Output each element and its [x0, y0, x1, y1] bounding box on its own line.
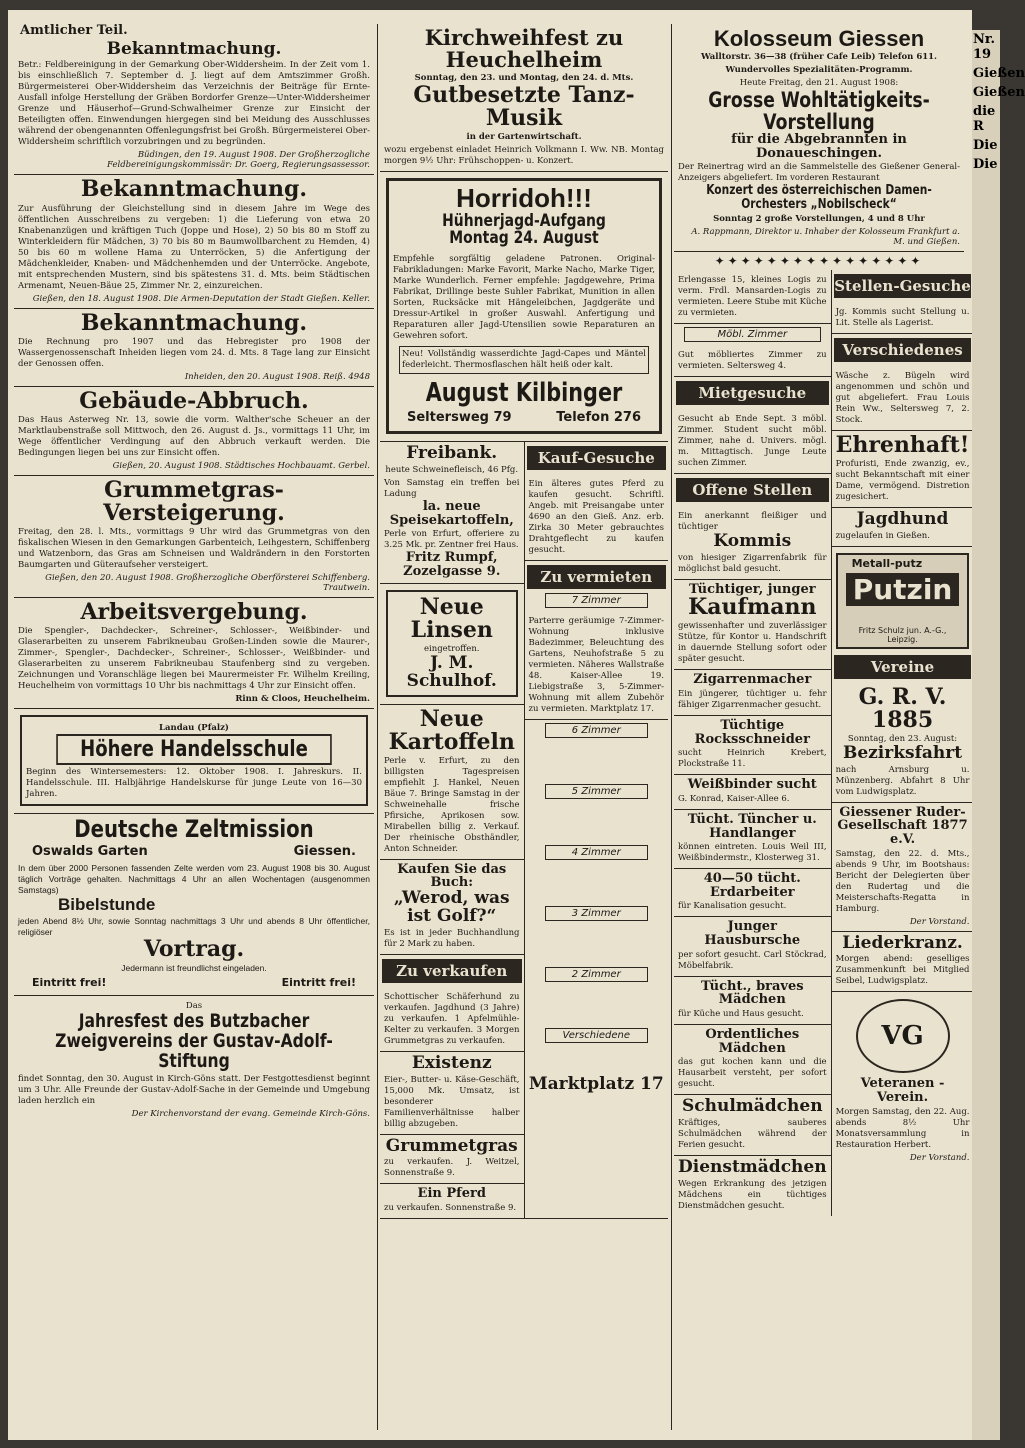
section-header-verkaufen: Zu verkaufen [382, 959, 522, 983]
ad-moebl-zimmer [674, 345, 831, 377]
edge-text: die R [973, 104, 996, 134]
ad-zeltmission [14, 814, 374, 996]
ad-rudergesellschaft [832, 803, 974, 932]
split-left [380, 442, 524, 1218]
ad-kommis [674, 506, 831, 580]
ad-text: Ein anerkannt fleißiger und tüchtiger [678, 510, 827, 532]
ad-concert: Konzert des österreichischen Damen-Orchesters „Nobilscheck“ [706, 183, 932, 213]
ad-position: Tücht. Tüncher u. Handlanger [687, 811, 817, 841]
edge-text: Nr. 19 [973, 32, 996, 62]
ad-text: gewissenhafter und zuverlässiger Stütze, für Kontor u. Handschrift in dauernde Stellung sofort oder später gesucht. [678, 621, 827, 665]
ad-text: Wäsche z. Bügeln wird angenommen und schön und gut abgeliefert. Frau Louis Rein Ww., Seltersweg 7, 2. Stock. [835, 370, 970, 425]
ad-contact-row [393, 408, 655, 427]
notice-signature: Gießen, den 18. August 1908. Die Armen-Deputation der Stadt Gießen. Keller. [32, 293, 370, 304]
notice-arbeitsvergebung [14, 598, 374, 709]
ad-place: Oswalds Garten [32, 844, 148, 860]
ad-schulmaedchen [674, 1095, 831, 1156]
putzin-maker: Fritz Schulz jun. A.-G., Leipzig. [858, 625, 947, 644]
ad-box [386, 590, 518, 697]
column-ads-right [674, 24, 971, 1430]
next-page-edge [972, 30, 1025, 1440]
column-ads-middle [380, 24, 668, 1430]
edge-text: Die [973, 138, 998, 153]
ad-buch [380, 860, 524, 955]
ad-city: Giessen. [293, 844, 356, 860]
ad-purpose: für die Abgebrannten in Donaueschingen. [731, 132, 907, 161]
ad-position: Dienstmädchen [678, 1157, 827, 1178]
ad-liederkranz [832, 932, 974, 993]
ad-title: Existenz [411, 1052, 492, 1073]
ad-subtitle: Wundervolles Spezialitäten-Programm. [725, 65, 913, 76]
ad-jahresfest [14, 996, 374, 1123]
ad-rockschneider [674, 716, 831, 775]
ad-text: sucht Heinrich Krebert, Plockstraße 11. [678, 748, 827, 770]
ad-title: Marktplatz 17 [528, 1074, 664, 1095]
ad-mietgesuche [674, 409, 831, 474]
notice-wassergenossenschaft [14, 309, 374, 387]
ad-vermieten [525, 611, 669, 720]
newspaper-page [8, 10, 972, 1440]
ad-text: für Kanalisation gesucht. [678, 901, 787, 912]
section-header-verschiedenes: Verschiedenes [834, 338, 972, 362]
edge-text: Die [973, 157, 998, 172]
filler-text [525, 802, 669, 842]
column-rule [377, 24, 378, 1430]
ad-title: Grummetgras [385, 1135, 518, 1156]
ad-handelsschule [14, 709, 374, 814]
room-heading: 6 Zimmer [545, 723, 649, 738]
ad-text: G. Konrad, Kaiser-Allee 6. [678, 793, 790, 804]
ad-position: Tücht., braves Mädchen [701, 978, 804, 1008]
ad-text: Morgen abend: geselliges Zusammenkunft bei Mitglied Seibel, Ludwigsplatz. [835, 954, 970, 987]
ad-text: zugelaufen in Gießen. [835, 530, 930, 541]
ad-kartoffeln [380, 705, 524, 860]
section-header-offene-stellen: Offene Stellen [676, 478, 829, 502]
ad-jagdhund [832, 508, 974, 547]
room-heading: 3 Zimmer [545, 906, 649, 921]
ad-text: zu verkaufen. J. Weitzel, Sonnenstraße 9. [384, 1157, 520, 1179]
notice-feldbereinigung [14, 38, 374, 176]
ad-text: Eier-, Butter- u. Käse-Geschäft, 15,000 Mk. Umsatz, ist besonderer Familienverhältnisse halber billig abzugeben. [384, 1074, 520, 1129]
split-section [674, 270, 971, 1216]
ad-title: Jahresfest des Butzbacher Zweigvereins der Gustav-Adolf-Stiftung [55, 1010, 333, 1073]
ad-text: Erlengasse 15, kleines Logis zu verm. Frdl. Mansarden-Logis zu vermieten. Leere Stube mit Küche zu vermieten. [678, 274, 827, 318]
section-header-kaufgesuche: Kauf-Gesuche [527, 446, 667, 470]
ad-subtitle: Vortrag. [143, 936, 245, 963]
ad-putzin-logo [836, 553, 970, 649]
ad-pferd [380, 1184, 524, 1218]
ornament-row: ✦✦✦✦✦✦✦✦✦✦✦✦✦✦✦✦ [714, 253, 924, 268]
ad-subtitle: Bibelstunde [58, 895, 156, 915]
ad-grummetgras-sale [380, 1135, 524, 1185]
ad-text: Perle von Erfurt, offeriere zu 3.25 Mk. pr. Zentner frei Haus. [384, 529, 520, 551]
ad-weissbinder [674, 775, 831, 810]
notice-signature: Gießen, den 20. August 1908. Großherzogliche Oberförsterei Schiffenberg. Trautwein. [45, 572, 370, 593]
ad-kaufmann [674, 580, 831, 671]
ad-subtitle: Hühnerjagd-Aufgang Montag 24. August [442, 210, 606, 249]
section-header-stellengesuche: Stellen-Gesuche [834, 274, 972, 298]
ad-position: Weißbinder sucht [687, 777, 817, 793]
ad-text: Empfehle sorgfältig geladene Patronen. Original-Fabrikladungen: Marke Favorit, Marke Nacho, Marke Tiger, Marke Wunderlich. Ferner empfehle: Jagdgewehre, Prima Fabrikat, Drillinge beste Suhler Fabrikat, Munition in allen Sorten, Rucksäcke mit Hängeleibchen, Jagdgeräte und Dressur-Artikel in großer Auswahl. Anfertigung und Reparaturen aller Jagd-Utensilien sowie Reparaturen an Gewehren sofort. [393, 254, 655, 342]
ad-position: Kommis [713, 530, 792, 551]
ad-stellengesuch [832, 302, 974, 334]
ad-box [386, 178, 662, 434]
room-heading: Verschiedene [545, 1028, 649, 1043]
ad-freibank [380, 442, 524, 583]
section-header-mietgesuche: Mietgesuche [676, 381, 829, 405]
ad-position: 40—50 tücht. Erdarbeiter [703, 871, 801, 900]
notice-title: Grummetgras-Versteigerung. [103, 476, 285, 526]
split-right [524, 442, 669, 1218]
split-section [380, 442, 668, 1219]
ad-place-row [18, 842, 370, 861]
notice-text: Betr.: Feldbereinigung in der Gemarkung Ober-Widdersheim. In der Zeit vom 1. bis einschließlich 7. September d. J. liegt auf dem Amtszimmer Großh. Bürgermeisterei Ober-Widdersheim das Verzeichnis der Beiträge für Ernte-Ausfall infolge Herstellung der Gräben Bordorfer Grenze—Unter-Widdersheimer Grenze und Häuserhof—Grund-Schwalheimer Grenze zur Einsicht der Beteiligten offen. Einwendungen hiergegen sind bei Meidung des Ausschlusses während der obengenannten Offenlegungsfrist bei Großh. Bürgermeisterei Ober-Widdersheim schriftlich vorzubringen und zu begründen. [18, 60, 370, 148]
filler-text [525, 741, 669, 781]
ad-kolosseum [674, 24, 964, 252]
ad-text: Parterre geräumige 7-Zimmer-Wohnung inklusive Badezimmer, Beleuchtung des Gartens, Neuhofstraße 5 zu vermieten. Näheres Wallstraße 48. Kaiser-Allee 19. Liebigstraße 3, 5-Zimmer-Wohnung mit allem Zubehör zu vermieten. Marktplatz 17. [528, 616, 664, 715]
ad-merchant: August Kilbinger [425, 378, 623, 409]
ad-address: Seltersweg 79 [407, 410, 512, 426]
ad-text: Beginn des Wintersemesters: 12. Oktober 1908. I. Jahreskurs. II. Handelsschule. III. Halbjährige Handelskurse für junge Leute von 16—30 Jahren. [26, 767, 362, 800]
filler-text [525, 924, 669, 964]
ad-title: Deutsche Zeltmission [74, 815, 314, 844]
ad-free-row [18, 974, 370, 991]
ad-title: Neue Linsen [410, 593, 493, 643]
room-heading: 5 Zimmer [545, 784, 649, 799]
notice-title: Bekanntmachung. [80, 176, 308, 203]
ad-place: in der Gartenwirtschaft. [466, 132, 582, 143]
ad-signature: Der Vorstand. [909, 916, 970, 927]
notice-signature: Rinn & Cloos, Heuchelheim. [235, 694, 370, 705]
notice-armenamt [14, 175, 374, 308]
ad-logis [674, 270, 831, 324]
ad-text: Gut möbliertes Zimmer zu vermieten. Seltersweg 4. [678, 349, 827, 371]
section-moebl-zimmer: Möbl. Zimmer [684, 327, 821, 342]
ad-address: Walltorstr. 36—38 (früher Cafe Leib) Telefon 611. [700, 52, 938, 63]
ad-text: zu verkaufen. Sonnenstraße 9. [384, 1203, 517, 1214]
ad-verkaufen [380, 987, 524, 1052]
notice-text: Freitag, den 28. l. Mts., vormittags 9 Uhr wird das Grummetgras von den fiskalischen Wiesen in den Gemarkungen Garbenteich, Leihgestern, Schiffenberg und Watzenborn, das Gras am Schneisen und Waldrändern in den Forstorten Baumgarten und Güteraufseher versteigert. [18, 526, 370, 570]
ad-title: Kaufen Sie das Buch: [397, 861, 507, 891]
ad-title: Veteranen - Verein. [860, 1076, 945, 1106]
ad-text: Samstag, den 22. d. Mts., abends 9 Uhr, im Bootshaus: Bericht der Delegierten über den Rudertag und die Meisterschafts-Regatta in Hamburg. [835, 848, 970, 914]
notice-text: Das Haus Asterweg Nr. 13, sowie die vorm. Walther'sche Scheuer an der Marktlaubenstraße soll Mittwoch, den 26. August d. Js., vormittags 11 Uhr, im Wege öffentlicher Verdingung auf den Abbruch verkauft werden. Die Bedingungen liegen bei uns zur Einsicht offen. [18, 414, 370, 458]
ad-tuencher [674, 810, 831, 869]
ad-dienstmaedchen [674, 1156, 831, 1216]
notice-title: Bekanntmachung. [106, 38, 282, 59]
ad-title: Horridoh!!! [456, 183, 592, 214]
ad-pre: Das [185, 1001, 203, 1012]
ad-title: Neue Kartoffeln [388, 705, 515, 755]
ad-date: Sonntag, den 23. und Montag, den 24. d. Mts. [414, 73, 634, 84]
ad-text: jeden Abend 8½ Uhr, sowie Sonntag nachmittags 3 Uhr und abends 8 Uhr öffentlicher, religiöser [18, 916, 370, 938]
ad-title: Freibank. [406, 443, 498, 464]
ad-text: Profuristi, Ende zwanzig, ev., sucht Bekanntschaft mit einer Dame, vermögend. Distretion zugesichert. [835, 458, 970, 502]
ad-zigarrenmacher [674, 670, 831, 716]
ad-location: Landau (Pfalz) [159, 723, 229, 734]
ad-waesche [832, 366, 974, 431]
ad-text: findet Sonntag, den 30. August in Kirch-Göns statt. Der Festgottesdienst beginnt um 3 Uhr. Alle Freunde der Gustav-Adolf-Sache in der Gemeinde und Umgebung laden herzlich ein [18, 1074, 370, 1107]
ad-hausbursche [674, 917, 831, 976]
notice-text: Die Rechnung pro 1907 und das Hebregister pro 1908 der Wassergenossenschaft Inheiden liegen vom 24. d. Mts. 8 Tage lang zur Einsicht der Genossen offen. [18, 336, 370, 369]
ad-text: Jg. Kommis sucht Stellung u. Lit. Stelle als Lagerist. [835, 306, 970, 328]
ad-text: nach Arnsburg u. Münzenberg. Abfahrt 8 Uhr vom Ludwigsplatz. [835, 764, 970, 797]
putzin-top-label: Metall-putz [851, 556, 923, 570]
ad-text: Wegen Erkrankung des jetzigen Mädchens ein tüchtiges Dienstmädchen gesucht. [678, 1178, 827, 1211]
ad-signature: Der Vorstand. [909, 1152, 970, 1163]
notice-text: Zur Ausführung der Gleichstellung sind in diesem Jahre im Wege des öffentlichen Ausschreibens zu vergeben: 1) die Lieferung von etwa 20 Knabenanzügen und kräftigen Tuch (Joppe und Hose), 2) 50 bis 80 m Stoff zu Winterkleidern für Mädchen, 3) 70 bis 80 m Baumwollbarchent zu Hemden, 4) 50 bis 60 m wollene Hama zu Unterröcken, 5) die Anfertigung der Mädchenkleider, Knaben- und Mädchenhemden und der Unterröcke. Angebote, mit entsprechenden Mustern, sind bis spätestens 31. d. Mts. beim Städtischen Armenamt, Neuen-Bäue 25, Zimmer Nr. 2, einzureichen. [18, 203, 370, 291]
ad-text: Perle v. Erfurt, zu den billigsten Tagespreisen empfiehlt J. Hankel, Neuen Bäue 7. Bringe Samstag in der Schweinehalle frische Pfirsiche, Aprikosen sow. Mirabellen billig z. Verkauf. Der rheinische Obsthändler, Anton Schneider. [384, 755, 520, 854]
edge-text: Gießen [973, 85, 1025, 100]
ad-signature: A. Rappmann, Direktor u. Inhaber der Kolosseum Frankfurt a. M. und Gießen. [691, 226, 960, 247]
ad-text: für Küche und Haus gesucht. [678, 1009, 804, 1020]
notice-text: Die Spengler-, Dachdecker-, Schreiner-, Schlosser-, Weißbinder- und Glaserarbeiten zu unserem Fabrikneubau Großen-Linden sowie die Maurer-, Zimmer-, Spengler-, Dachdecker-, Schreiner-, Schlosser-, Weißbinder- und Glaserarbeiten zu unserem Fabrikneubau Staufenberg sind zu vergeben. Zeichnungen und Voranschläge liegen bei Maurermeister Fr. Wilhelm Kreiling, Heuchelheim von vormittags 10 Uhr bis nachmittags 4 Uhr zur Einsicht offen. [18, 626, 370, 692]
ad-signature: Der Kirchenvorstand der evang. Gemeinde Kirch-Göns. [131, 1109, 370, 1120]
filler-text [525, 1046, 669, 1076]
ad-text: per sofort gesucht. Carl Stöckrad, Möbelfabrik. [678, 949, 827, 971]
ad-free-left: Eintritt frei! [32, 976, 107, 990]
ad-headline: Grosse Wohltätigkeits-Vorstellung [708, 88, 930, 135]
ad-text: Schottischer Schäferhund zu verkaufen. Jagdhund (3 Jahre) zu verkaufen. 1 Apfelmühle-Kelter zu verkaufen. 3 Morgen Grummetgras zu verkaufen. [384, 991, 520, 1046]
ad-title: G. R. V. 1885 [858, 683, 947, 733]
ad-erdarbeiter [674, 869, 831, 917]
ad-text: können eintreten. Louis Weil III, Weißbindermstr., Klosterweg 31. [678, 842, 827, 864]
ad-text: Von Samstag ein treffen bei Ladung [384, 478, 520, 500]
split-right [831, 270, 974, 1216]
notice-title: Bekanntmachung. [80, 309, 308, 336]
section-header-vereine: Vereine [834, 655, 972, 679]
ad-text: Jedermann ist freundlichst eingeladen. [121, 963, 267, 974]
ad-note: Neu! Vollständig wasserdichte Jagd-Capes und Mäntel federleicht. Thermosflaschen hält heiß oder kalt. [399, 346, 649, 374]
notice-title: Arbeitsvergebung. [80, 598, 308, 625]
ad-free-right: Eintritt frei! [281, 976, 356, 990]
section-header-vermieten: Zu vermieten [527, 565, 667, 589]
notice-title: Gebäude-Abbruch. [79, 387, 309, 414]
ad-text: wozu ergebenst einladet Heinrich Volkmann I. Ww. NB. Montag morgen 9½ Uhr: Frühschoppen- u. Konzert. [384, 145, 664, 167]
ad-ordentliches-maedchen [674, 1025, 831, 1095]
notice-signature: Büdingen, den 19. August 1908. Der Großherzogliche Feldbereinigungskommissär: Dr. Goerg, Regierungsassessor. [107, 150, 370, 171]
ad-position: Zigarrenmacher [693, 672, 812, 688]
ad-grv [832, 683, 974, 803]
edge-text: Gießen [973, 66, 1025, 81]
ad-position: Junger Hausbursche [704, 919, 801, 949]
ad-text: das gut kochen kann und die Hausarbeit versteht, per sofort gesucht. [678, 1057, 827, 1090]
ad-box [20, 715, 368, 806]
ad-text: eingetroffen. [423, 643, 480, 654]
notice-grummetgras [14, 476, 374, 598]
ad-text: Kräftiges, sauberes Schulmädchen während der Ferien gesucht. [678, 1118, 827, 1151]
veteranen-emblem-icon: VG [856, 999, 950, 1073]
ad-text: In dem über 2000 Personen fassenden Zelte werden vom 23. August 1908 bis 30. August täglich Vorträge gehalten. Nachmittags 4 Uhr an allen Wochentagen (ausgenommen Samstags) [18, 863, 370, 896]
filler-text [525, 863, 669, 903]
split-left [674, 270, 831, 1216]
ad-ehrenhaft [832, 431, 974, 508]
ad-text: Ein älteres gutes Pferd zu kaufen gesucht. Schriftl. Angeb. mit Preisangabe unter 4690 an den Gieß. Anz. erb. Zirka 30 Meter gebrauchtes Drahtgeflecht zu kaufen gesucht. [528, 479, 664, 556]
ad-subtitle: la. neue Speisekartoffeln, [389, 499, 514, 528]
ad-title: Ehrenhaft! [835, 431, 970, 458]
ad-text: Ein jüngerer, tüchtiger u. fehr fähiger Zigarrenmacher gesucht. [678, 688, 827, 710]
notice-signature: Gießen, 20. August 1908. Städtisches Hochbauamt. Gerbel. [112, 460, 370, 471]
notice-gebaeude-abbruch [14, 387, 374, 476]
ad-merchant: J. M. Schulhof. [406, 652, 497, 691]
ad-maedchen [674, 977, 831, 1025]
ad-text: heute Schweinefleisch, 46 Pfg. [385, 465, 519, 476]
ad-kaufgesuche [525, 474, 669, 561]
ad-merchant: Fritz Rumpf, Zozelgasse 9. [403, 550, 501, 580]
ad-text: von hiesiger Zigarrenfabrik für möglichst bald gesucht. [678, 552, 827, 574]
ad-sunday: Sonntag 2 große Vorstellungen, 4 und 8 Uhr [713, 213, 925, 224]
putzin-brand: Putzin [846, 573, 960, 606]
ad-text: Gesucht ab Ende Sept. 3 möbl. Zimmer. Student sucht möbl. Zimmer, nahe d. Univers. mögl. m. Mittagtisch. Junge Leute suchen Zimmer. [678, 413, 827, 468]
ad-linsen [380, 584, 524, 705]
ad-date: Heute Freitag, den 21. August 1908: [739, 78, 899, 89]
ad-subtitle: Gutbesetzte Tanz-Musik [413, 82, 635, 132]
room-heading: 2 Zimmer [545, 967, 649, 982]
ad-book: „Werod, was ist Golf?“ [393, 888, 510, 926]
room-heading: 4 Zimmer [545, 845, 649, 860]
ad-title: Liederkranz. [842, 932, 963, 953]
ad-veteranen [832, 992, 974, 1166]
ad-title: Kirchweihfest zu Heuchelheim [424, 25, 624, 73]
ad-title: Giessener Ruder-Gesellschaft 1877 e.V. [837, 804, 968, 847]
ad-existenz [380, 1052, 524, 1135]
ad-position: Schulmädchen [681, 1096, 823, 1117]
ad-title: Jagdhund [856, 508, 949, 529]
ad-telephone: Telefon 276 [556, 410, 641, 426]
ad-subtitle: Bezirksfahrt [842, 742, 963, 763]
ad-kirchweihfest [380, 24, 668, 172]
column-rule [671, 24, 672, 1430]
notice-signature: Inheiden, den 20. August 1908. Reiß. 4948 [184, 371, 370, 382]
column-official [14, 24, 374, 1430]
room-heading: 7 Zimmer [545, 593, 649, 608]
ad-position: Tüchtige Rocksschneider [694, 717, 810, 747]
filler-text [525, 985, 669, 1025]
ad-date: Sonntag, den 23. August: [847, 733, 958, 744]
ad-title: Kolosseum Giessen [713, 26, 925, 51]
ad-horridoh [380, 172, 668, 442]
ad-position: Ordentliches Mädchen [705, 1027, 800, 1056]
ad-text: Morgen Samstag, den 22. Aug. abends 8½ Uhr Monatsversammlung in Restauration Herbert. [835, 1106, 970, 1150]
ad-text: Der Reinertrag wird an die Sammelstelle des Gießener General-Anzeigers abgeliefert. Im vorderen Restaurant [678, 162, 960, 184]
ad-position: Kaufmann [688, 594, 817, 621]
section-header: Amtlicher Teil. [20, 23, 128, 38]
ad-title: Höhere Handelsschule [56, 734, 332, 765]
ad-pre: Tüchtiger, junger [689, 581, 816, 597]
ad-title: Ein Pferd [417, 1186, 486, 1202]
ad-text: Es ist in jeder Buchhandlung für 2 Mark zu haben. [384, 927, 520, 949]
